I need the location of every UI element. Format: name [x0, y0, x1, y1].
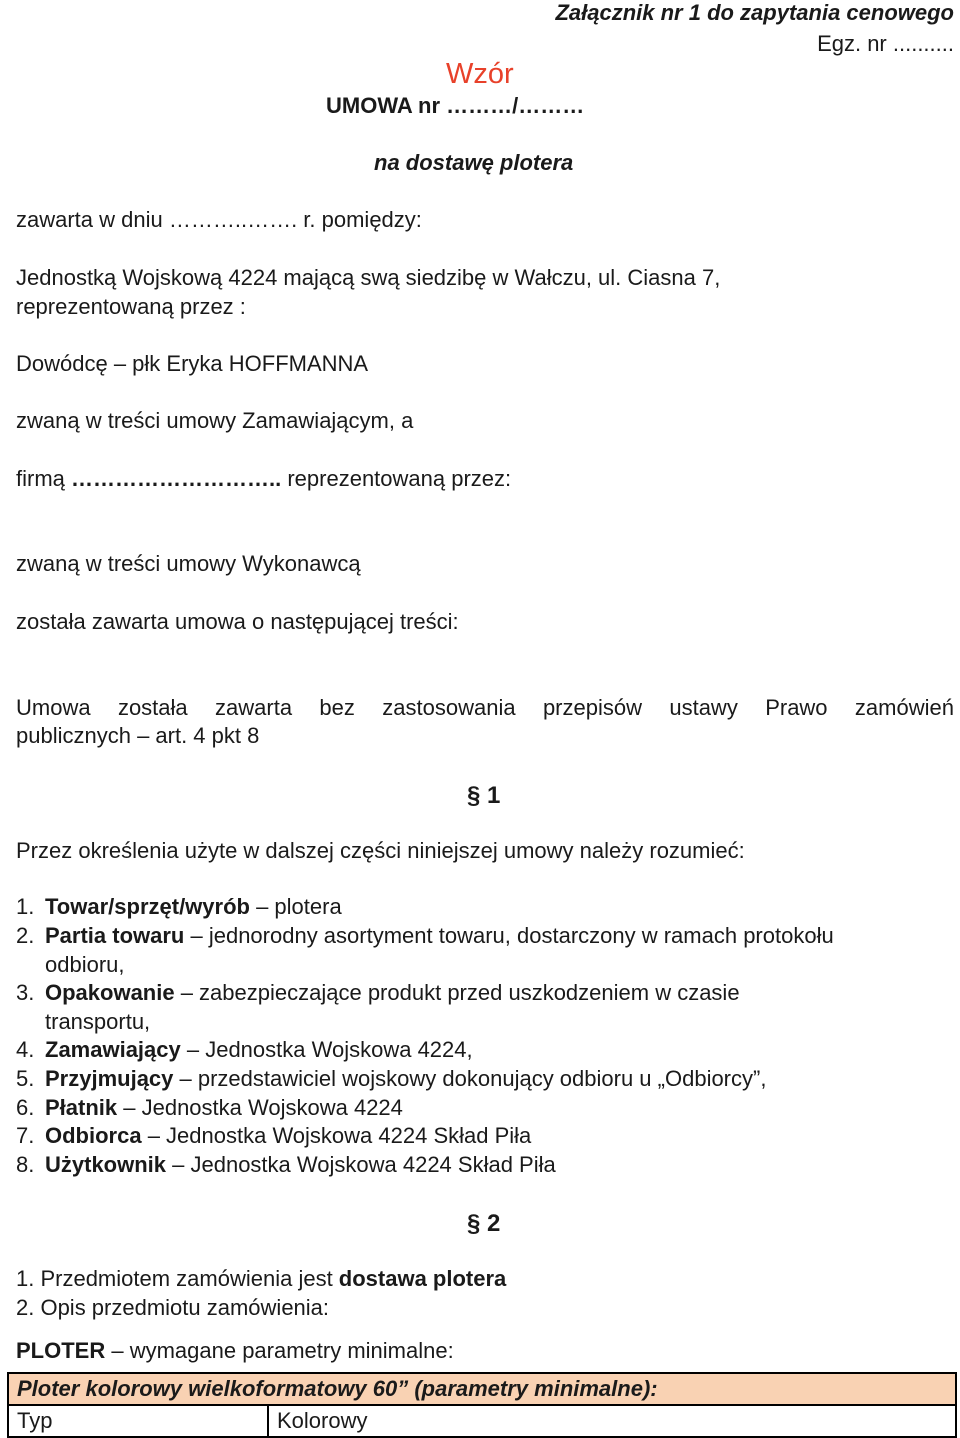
firm-dots: ……………………….. — [71, 466, 282, 491]
item-term: Odbiorca — [45, 1123, 142, 1148]
definition-item — [16, 1095, 403, 1121]
preamble-word: Prawo — [765, 695, 828, 720]
definition-item — [16, 1037, 473, 1063]
item-definition: – Jednostka Wojskowa 4224 Skład Piła — [166, 1152, 556, 1177]
item-term: Partia towaru — [45, 923, 185, 948]
spec-table-caption: Ploter kolorowy wielkoformatowy 60” (parametry minimalne): — [8, 1373, 956, 1405]
definition-item — [16, 1066, 766, 1092]
plotter-requirements — [16, 1338, 454, 1364]
attachment-label: Załącznik nr 1 do zapytania cenowego — [555, 0, 954, 25]
copy-number: Egz. nr .......... — [817, 31, 954, 56]
preamble-word: została — [117, 695, 188, 720]
item-term: Towar/sprzęt/wyrób — [45, 894, 250, 919]
item-term: Płatnik — [45, 1095, 118, 1120]
plotter-label: PLOTER — [16, 1338, 106, 1363]
definition-item-continuation: transportu, — [45, 1009, 151, 1034]
item-definition: – Jednostka Wojskowa 4224 — [117, 1095, 403, 1120]
item-number: 4. — [16, 1037, 35, 1062]
spec-table-caption-row — [8, 1373, 956, 1405]
definition-item — [16, 980, 740, 1006]
item-definition: – plotera — [249, 894, 342, 919]
section1-heading: § 1 — [467, 782, 501, 809]
contract-number: UMOWA nr ………/……… — [326, 93, 585, 118]
item-number: 3. — [16, 980, 35, 1005]
spec-value-cell: Kolorowy — [268, 1405, 956, 1437]
firm-suffix: reprezentowaną przez: — [281, 466, 512, 491]
contractor-line: zwaną w treści umowy Wykonawcą — [16, 551, 361, 576]
commander-line: Dowódcę – płk Eryka HOFFMANNA — [16, 351, 369, 376]
spec-param-cell: Typ — [8, 1405, 268, 1437]
contract-subject: na dostawę plotera — [374, 150, 574, 175]
item-definition: – Jednostka Wojskowa 4224, — [180, 1037, 473, 1062]
item-number: 1. — [16, 894, 35, 919]
preamble-line1 — [16, 695, 954, 721]
preamble-word: zastosowania — [382, 695, 516, 720]
preamble-word: przepisów — [542, 695, 642, 720]
definition-item — [16, 1152, 556, 1178]
item-definition: – Jednostka Wojskowa 4224 Skład Piła — [141, 1123, 532, 1148]
item-term: Opakowanie — [45, 980, 175, 1005]
item-definition: – jednorodny asortyment towaru, dostarczony w ramach protokołu — [184, 923, 834, 948]
preamble-word: zawarta — [215, 695, 293, 720]
item1-text: 1. Przedmiotem zamówienia jest — [16, 1266, 339, 1291]
firm-prefix: firmą — [16, 466, 71, 491]
section2-item2: 2. Opis przedmiotu zamówienia: — [16, 1295, 330, 1320]
concluded-date-line: zawarta w dniu ………..……. r. pomiędzy: — [16, 207, 422, 232]
item-term: Zamawiający — [45, 1037, 181, 1062]
ordering-unit-line2: reprezentowaną przez : — [16, 294, 246, 319]
item-definition: – przedstawiciel wojskowy dokonujący odbioru u „Odbiorcy”, — [173, 1066, 767, 1091]
item-term: Użytkownik — [45, 1152, 167, 1177]
preamble-word: Umowa — [16, 695, 91, 720]
definition-item-continuation: odbioru, — [45, 952, 125, 977]
section2-heading: § 2 — [467, 1210, 501, 1237]
preamble-line2: publicznych – art. 4 pkt 8 — [16, 723, 260, 748]
item-number: 5. — [16, 1066, 35, 1091]
section2-item1 — [16, 1266, 506, 1292]
content-intro-line: została zawarta umowa o następującej treści: — [16, 609, 459, 634]
definition-item — [16, 923, 834, 949]
item-number: 2. — [16, 923, 35, 948]
item-number: 8. — [16, 1152, 35, 1177]
item-number: 6. — [16, 1095, 35, 1120]
firm-line — [16, 466, 511, 492]
template-label: Wzór — [446, 58, 514, 90]
definition-item — [16, 894, 342, 920]
item-definition: – zabezpieczające produkt przed uszkodzeniem w czasie — [174, 980, 740, 1005]
section1-intro: Przez określenia użyte w dalszej części niniejszej umowy należy rozumieć: — [16, 838, 745, 863]
item1-bold: dostawa plotera — [338, 1266, 507, 1291]
preamble-word: ustawy — [669, 695, 738, 720]
table-row — [8, 1405, 956, 1437]
plotter-text: – wymagane parametry minimalne: — [105, 1338, 454, 1363]
definition-item — [16, 1123, 531, 1149]
item-number: 7. — [16, 1123, 35, 1148]
item-term: Przyjmujący — [45, 1066, 174, 1091]
ordering-party-line: zwaną w treści umowy Zamawiającym, a — [16, 408, 414, 433]
spec-table — [7, 1372, 957, 1438]
preamble-word: bez — [319, 695, 355, 720]
preamble-word: zamówień — [854, 695, 954, 720]
ordering-unit-line1: Jednostką Wojskową 4224 mającą swą siedzibę w Wałczu, ul. Ciasna 7, — [16, 265, 721, 290]
